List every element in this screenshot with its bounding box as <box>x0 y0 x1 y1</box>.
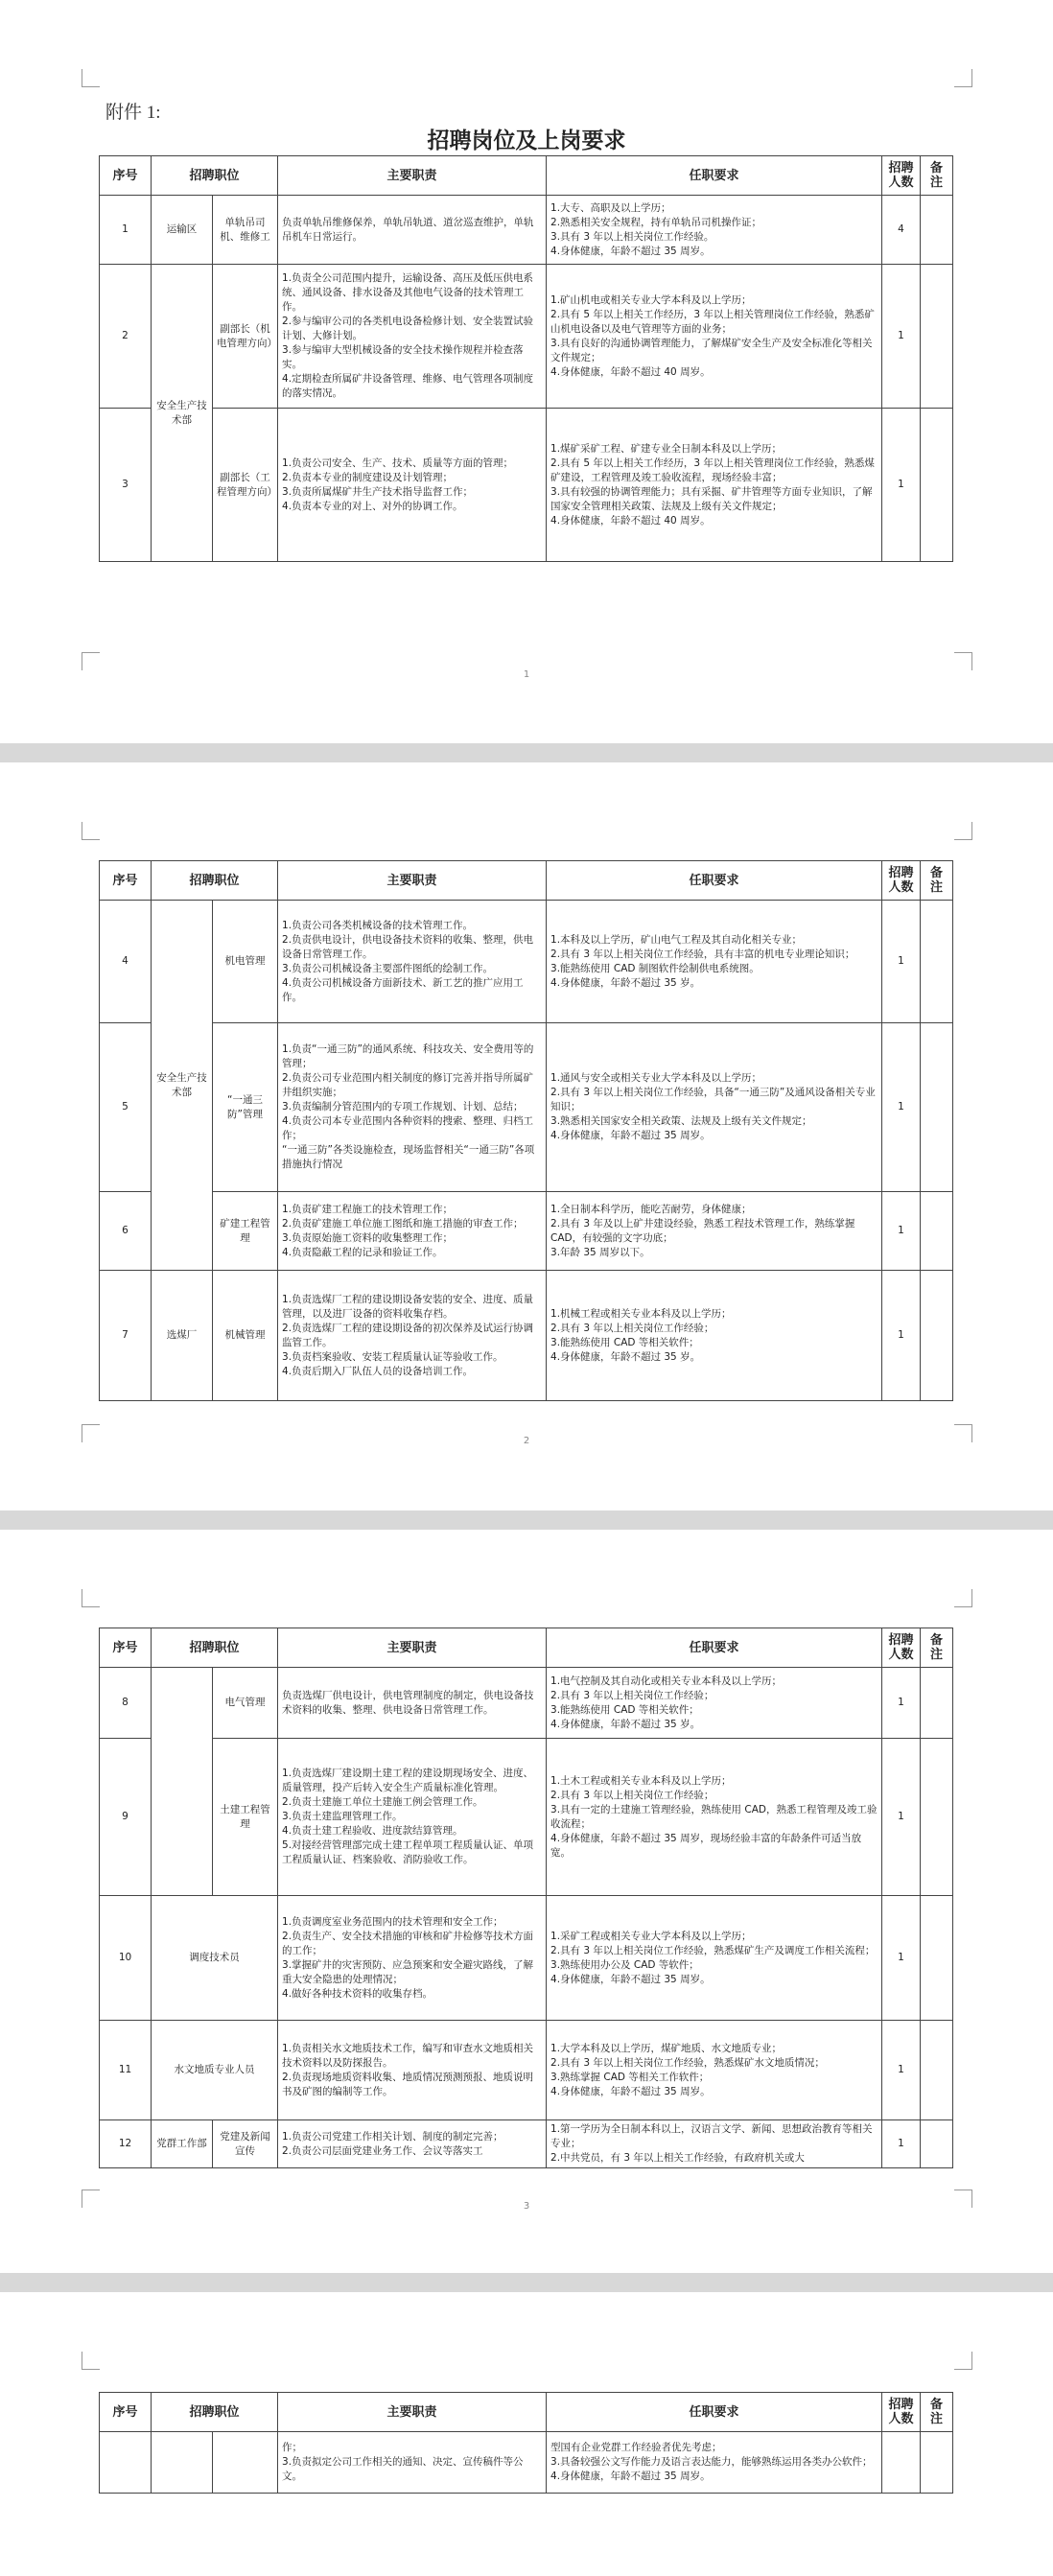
list-line: 3.具备较强公文写作能力及语言表达能力，能够熟练运用各类办公软件； <box>550 2456 873 2468</box>
count-cell: 1 <box>882 1668 921 1739</box>
position-cell: 矿建工程管理 <box>213 1192 278 1271</box>
remarks-cell <box>921 901 953 1023</box>
list-line: 1.土木工程或相关专业本科及以上学历； <box>550 1774 732 1787</box>
position-cell: “一通三防”管理 <box>213 1023 278 1192</box>
attachment-label: 附件 1: <box>105 103 161 123</box>
dept-cell: 安全生产技术部 <box>152 901 213 1271</box>
list-line: 3.具有良好的沟通协调管理能力，了解煤矿安全生产及安全标准化等相关文件规定； <box>550 337 873 363</box>
list-line: 2.负责现场地质资料收集、地质情况预测预报、地质说明书及矿图的编制等工作。 <box>282 2071 534 2097</box>
header-count: 招聘人数 <box>882 861 921 901</box>
list-line: 3.负责编制分管范围内的专项工作规划、计划、总结； <box>282 1101 524 1112</box>
list-line: 4.身体健康，年龄不超过 35 岁。 <box>550 976 701 989</box>
list-line: 3.负责所属煤矿井生产技术指导监督工作； <box>282 485 474 498</box>
list-line: 1.负责公司安全、生产、技术、质量等方面的管理； <box>282 457 514 469</box>
list-line: 1.矿山机电或相关专业大学本科及以上学历； <box>550 293 752 306</box>
count-cell: 1 <box>882 1896 921 2021</box>
table-row <box>100 2432 953 2494</box>
list-line: 1.大学本科及以上学历，煤矿地质、水文地质专业； <box>550 2042 783 2054</box>
remarks-cell <box>921 1739 953 1896</box>
dept-cell: 安全生产技术部 <box>152 265 213 562</box>
list-line: 1.负责矿建工程施工的技术管理工作； <box>282 1203 454 1215</box>
page-1 <box>0 0 1053 743</box>
header-position: 招聘职位 <box>152 1628 278 1668</box>
header-remarks: 备注 <box>921 861 953 901</box>
header-position: 招聘职位 <box>152 2393 278 2432</box>
crop-mark <box>954 2352 972 2370</box>
list-line: 3.负责公司机械设备主要部件图纸的绘制工作。 <box>282 962 494 974</box>
list-line: 4.身体健康，年龄不超过 40 周岁。 <box>550 365 711 378</box>
header-requirements: 任职要求 <box>547 2393 882 2432</box>
list-line: 2.负责本专业的制度建设及计划管理； <box>282 471 454 483</box>
list-line: 2.具有 5 年以上相关工作经历，3 年以上相关管理岗位工作经验，熟悉矿山机电设备以及电气管理等方面的业务； <box>550 308 875 335</box>
requirements-cell <box>547 1739 882 1896</box>
duties-cell <box>278 901 547 1023</box>
duties-cell <box>278 2120 547 2168</box>
list-line: 3.具有较强的协调管理能力；具有采掘、矿井管理等方面专业知识，了解国家安全管理相关政策、法规及上级有关文件规定； <box>550 485 873 512</box>
list-line: 1.本科及以上学历，矿山电气工程及其自动化相关专业； <box>550 933 803 946</box>
list-line: 1.负责公司党建工作相关计划、制度的制定完善； <box>282 2130 503 2143</box>
row-no: 6 <box>100 1192 152 1271</box>
list-line: 4.负责土建工程验收、进度款结算管理。 <box>282 1825 463 1837</box>
list-line: 1.负责选煤厂工程的建设期设备安装的安全、进度、质量管理，以及进厂设备的资料收集存档。 <box>282 1293 534 1320</box>
header-duties: 主要职责 <box>278 156 547 196</box>
requirements-cell <box>547 2432 882 2494</box>
list-line: 2.负责供电设计，供电设备技术资料的收集、整理，供电设备日常管理工作。 <box>282 933 534 960</box>
position-cell: 副部长（机电管理方向） <box>213 265 278 409</box>
list-line: 1.负责“一通三防”的通风系统、科技攻关、安全费用等的管理； <box>282 1043 534 1069</box>
list-line: 2.具有 3 年及以上矿井建设经验，熟悉工程技术管理工作，熟练掌握 CAD，有较强的文字功底； <box>550 1217 855 1244</box>
header-count: 招聘人数 <box>882 156 921 196</box>
table-row <box>100 1668 953 1739</box>
table-row <box>100 2021 953 2120</box>
position-cell: 机电管理 <box>213 901 278 1023</box>
row-no <box>100 2432 152 2494</box>
header-requirements: 任职要求 <box>547 1628 882 1668</box>
table-header <box>100 861 953 901</box>
count-cell: 4 <box>882 196 921 265</box>
row-no: 4 <box>100 901 152 1023</box>
list-line: 3.具有 3 年以上相关岗位工作经验。 <box>550 230 714 243</box>
page-2 <box>0 762 1053 1510</box>
row-no: 1 <box>100 196 152 265</box>
table-row <box>100 1896 953 2021</box>
table-row <box>100 409 953 562</box>
requirements-cell <box>547 1668 882 1739</box>
list-line: 2.负责公司专业范围内相关制度的修订完善并指导所属矿井组织实施； <box>282 1072 534 1098</box>
count-cell: 1 <box>882 2021 921 2120</box>
row-no: 3 <box>100 409 152 562</box>
list-line: 2.具有 3 年以上相关岗位工作经验，熟悉煤矿生产及调度工作相关流程； <box>550 1944 876 1956</box>
count-cell: 1 <box>882 1192 921 1271</box>
table-row <box>100 1023 953 1192</box>
requirements-cell <box>547 2021 882 2120</box>
list-line: 4.身体健康，年龄不超过 35 周岁。 <box>550 245 711 257</box>
dept-cell: 运输区 <box>152 196 213 265</box>
list-line: 2.负责土建施工单位土建施工例会管理工作。 <box>282 1796 483 1808</box>
list-line: 2.具有 3 年以上相关岗位工作经验，具备“一通三防”及通风设备相关专业知识； <box>550 1087 876 1112</box>
duties-cell <box>278 265 547 409</box>
page-number: 3 <box>523 2201 530 2212</box>
header-requirements: 任职要求 <box>547 156 882 196</box>
table-row <box>100 196 953 265</box>
table-header <box>100 2393 953 2432</box>
crop-mark <box>82 822 100 840</box>
header-remarks: 备注 <box>921 1628 953 1668</box>
duties-cell <box>278 1271 547 1401</box>
crop-mark <box>954 69 972 87</box>
count-cell: 1 <box>882 1271 921 1401</box>
list-line: 3.能熟练使用 CAD 等相关软件； <box>550 1336 699 1348</box>
recruitment-table-page-3 <box>99 1628 953 2168</box>
list-line: 4.身体健康，年龄不超过 35 周岁，现场经验丰富的年龄条件可适当放宽。 <box>550 1832 862 1859</box>
position-cell: 水文地质专业人员 <box>152 2021 278 2120</box>
position-cell: 土建工程管理 <box>213 1739 278 1896</box>
remarks-cell <box>921 196 953 265</box>
header-no: 序号 <box>100 2393 152 2432</box>
list-line: 2.具有 3 年以上相关岗位工作经验，熟悉煤矿水文地质情况； <box>550 2056 825 2069</box>
dept-cell <box>152 1668 213 1896</box>
dept-cell <box>152 2432 213 2494</box>
row-no: 2 <box>100 265 152 409</box>
position-cell: 电气管理 <box>213 1668 278 1739</box>
list-line: 3.熟悉相关国家安全相关政策、法规及上级有关文件规定； <box>550 1115 812 1127</box>
position-cell: 机械管理 <box>213 1271 278 1401</box>
list-line: 3.负责拟定公司工作相关的通知、决定、宣传稿件等公文。 <box>282 2456 524 2482</box>
list-line: 2.熟悉相关安全规程，持有单轨吊司机操作证； <box>550 216 762 228</box>
count-cell: 1 <box>882 901 921 1023</box>
duties-cell <box>278 409 547 562</box>
header-no: 序号 <box>100 1628 152 1668</box>
list-line: 1.采矿工程或相关专业大学本科及以上学历； <box>550 1930 752 1942</box>
list-line: 2.负责选煤厂工程的建设期设备的初次保养及试运行协调监管工作。 <box>282 1322 534 1348</box>
list-line: 2.具有 3 年以上相关岗位工作经验； <box>550 1689 714 1701</box>
list-line: 4.定期检查所属矿井设备管理、维修、电气管理各项制度的落实情况。 <box>282 373 534 399</box>
list-line: 1.第一学历为全日制本科以上，汉语言文学、新闻、思想政治教育等相关专业； <box>550 2123 873 2149</box>
position-cell: 副部长（工程管理方向） <box>213 409 278 562</box>
list-line: 2.参与编审公司的各类机电设备检修计划、安全装置试验计划、大修计划。 <box>282 316 534 341</box>
remarks-cell <box>921 1271 953 1401</box>
page-number: 2 <box>523 1436 530 1446</box>
list-line: 3.参与编审大型机械设备的安全技术操作规程并检查落实。 <box>282 344 524 370</box>
remarks-cell <box>921 1896 953 2021</box>
count-cell <box>882 2432 921 2494</box>
header-remarks: 备注 <box>921 2393 953 2432</box>
duties-cell <box>278 1023 547 1192</box>
table-row <box>100 2120 953 2168</box>
requirements-cell <box>547 2120 882 2168</box>
position-cell: 单轨吊司机、维修工 <box>213 196 278 265</box>
header-duties: 主要职责 <box>278 1628 547 1668</box>
dept-cell: 党群工作部 <box>152 2120 213 2168</box>
count-cell: 1 <box>882 1739 921 1896</box>
table-row <box>100 1271 953 1401</box>
list-line: 1.通风与安全或相关专业大学本科及以上学历； <box>550 1072 762 1084</box>
requirements-cell <box>547 1023 882 1192</box>
recruitment-table-page-1 <box>99 155 953 562</box>
list-line: 5.对接经营管理部完成土建工程单项工程质量认证、单项工程质量认证、档案验收、消防验收工作。 <box>282 1839 534 1865</box>
row-no: 5 <box>100 1023 152 1192</box>
list-line: 4.负责公司机械设备方面新技术、新工艺的推广应用工作。 <box>282 976 524 1003</box>
crop-mark <box>954 652 972 670</box>
position-cell: 调度技术员 <box>152 1896 278 2021</box>
page-4 <box>0 2292 1053 2576</box>
list-line: 1.负责相关水文地质技术工作，编写和审查水文地质相关技术资料以及防探报告。 <box>282 2042 534 2069</box>
table-row <box>100 1739 953 1896</box>
remarks-cell <box>921 409 953 562</box>
list-line: 2.负责生产、安全技术措施的审核和矿井检修等技术方面的工作； <box>282 1930 534 1956</box>
list-line: 作； <box>282 2442 303 2453</box>
remarks-cell <box>921 265 953 409</box>
list-line: 4.负责隐蔽工程的记录和验证工作。 <box>282 1246 443 1258</box>
row-no: 11 <box>100 2021 152 2120</box>
list-line: 3.负责档案验收、安装工程质量认证等验收工作。 <box>282 1350 503 1363</box>
list-line: 2.负责公司层面党建业务工作、会议等落实工 <box>282 2144 483 2157</box>
list-line: 4.身体健康，年龄不超过 35 周岁。 <box>550 2085 711 2097</box>
duties-cell <box>278 1192 547 1271</box>
list-line: 1.负责公司各类机械设备的技术管理工作。 <box>282 919 474 931</box>
row-no: 10 <box>100 1896 152 2021</box>
list-line: 负责选煤厂供电设计，供电管理制度的制定，供电设备技术资料的收集、整理、供电设备日常管理工作。 <box>282 1689 534 1716</box>
header-count: 招聘人数 <box>882 2393 921 2432</box>
header-remarks: 备注 <box>921 156 953 196</box>
list-line: 4.负责公司本专业范围内各种资料的搜索、整理、归档工作； <box>282 1115 534 1141</box>
list-line: 3.负责土建监理管理工作。 <box>282 1811 403 1822</box>
remarks-cell <box>921 1023 953 1192</box>
list-line: 4.身体健康，年龄不超过 35 周岁。 <box>550 1130 711 1141</box>
list-line: 3.熟练使用办公及 CAD 等软件； <box>550 1958 699 1971</box>
crop-mark <box>954 1589 972 1607</box>
row-no: 12 <box>100 2120 152 2168</box>
count-cell: 1 <box>882 1023 921 1192</box>
list-line: 1.负责选煤厂建设期土建工程的建设期现场安全、进度、质量管理，投产后转入安全生产质量标准化管理。 <box>282 1768 534 1793</box>
table-header <box>100 1628 953 1668</box>
header-no: 序号 <box>100 861 152 901</box>
recruitment-table-page-2 <box>99 860 953 1401</box>
requirements-cell <box>547 265 882 409</box>
position-cell <box>213 2432 278 2494</box>
requirements-cell <box>547 1192 882 1271</box>
list-line: 4.身体健康，年龄不超过 35 周岁。 <box>550 2471 711 2482</box>
list-line: 4.身体健康，年龄不超过 35 岁。 <box>550 1718 701 1730</box>
list-line: 3.熟练掌握 CAD 等相关工作软件； <box>550 2071 710 2083</box>
list-line: 4.身体健康，年龄不超过 35 岁。 <box>550 1350 701 1363</box>
list-line: 1.电气控制及其自动化或相关专业本科及以上学历； <box>550 1674 783 1687</box>
header-duties: 主要职责 <box>278 861 547 901</box>
count-cell: 1 <box>882 265 921 409</box>
table-row <box>100 1192 953 1271</box>
list-line: 4.做好各种技术资料的收集存档。 <box>282 1987 433 2000</box>
list-line: 2.具有 5 年以上相关工作经历，3 年以上相关管理岗位工作经验，熟悉煤矿建设，工程管理及竣工验收流程，现场经验丰富； <box>550 457 875 483</box>
dept-cell: 选煤厂 <box>152 1271 213 1401</box>
row-no: 7 <box>100 1271 152 1401</box>
page-title: 招聘岗位及上岗要求 <box>427 129 626 152</box>
duties-cell <box>278 196 547 265</box>
requirements-cell <box>547 901 882 1023</box>
list-line: 1.负责调度室业务范围内的技术管理和安全工作； <box>282 1915 503 1928</box>
duties-cell <box>278 1668 547 1739</box>
list-line: 4.身体健康，年龄不超过 40 周岁。 <box>550 514 711 527</box>
list-line: 2.具有 3 年以上相关岗位工作经验； <box>550 1322 714 1334</box>
requirements-cell <box>547 409 882 562</box>
crop-mark <box>82 1589 100 1607</box>
list-line: 3.负责原始施工资料的收集整理工作； <box>282 1231 454 1244</box>
remarks-cell <box>921 2021 953 2120</box>
duties-cell <box>278 2021 547 2120</box>
list-line: 负责单轨吊维修保养，单轨吊轨道、道岔巡查维护，单轨吊机车日常运行。 <box>282 216 534 243</box>
count-cell: 1 <box>882 2120 921 2168</box>
list-line: 3.能熟练使用 CAD 等相关软件； <box>550 1703 699 1716</box>
list-line: “一通三防”各类设施检查，现场监督相关“一通三防”各项措施执行情况 <box>282 1144 535 1170</box>
header-duties: 主要职责 <box>278 2393 547 2432</box>
crop-mark <box>82 69 100 87</box>
list-line: 4.负责本专业的对上、对外的协调工作。 <box>282 500 463 512</box>
list-line: 4.负责后期入厂队伍人员的设备培训工作。 <box>282 1365 474 1377</box>
list-line: 2.具有 3 年以上相关岗位工作经验； <box>550 1789 714 1801</box>
list-line: 2.负责矿建施工单位施工图纸和施工措施的审查工作； <box>282 1217 524 1229</box>
table-row <box>100 901 953 1023</box>
list-line: 1.负责全公司范围内提升，运输设备、高压及低压供电系统、通风设备、排水设备及其他电气设备的技术管理工作。 <box>282 272 534 313</box>
list-line: 1.煤矿采矿工程、矿建专业全日制本科及以上学历； <box>550 442 783 455</box>
requirements-cell <box>547 1896 882 2021</box>
header-count: 招聘人数 <box>882 1628 921 1668</box>
duties-cell <box>278 2432 547 2494</box>
list-line: 2.中共党员，有 3 年以上相关工作经验，有政府机关或大 <box>550 2152 805 2164</box>
list-line: 3.年龄 35 周岁以下。 <box>550 1246 650 1258</box>
header-requirements: 任职要求 <box>547 861 882 901</box>
duties-cell <box>278 1739 547 1896</box>
list-line: 1.全日制本科学历，能吃苦耐劳，身体健康； <box>550 1203 752 1215</box>
crop-mark <box>954 822 972 840</box>
remarks-cell <box>921 1668 953 1739</box>
list-line: 1.机械工程或相关专业本科及以上学历； <box>550 1307 732 1320</box>
remarks-cell <box>921 2432 953 2494</box>
crop-mark <box>82 652 100 670</box>
list-line: 3.掌握矿井的灾害预防、应急预案和安全避灾路线，了解重大安全隐患的处理情况； <box>282 1958 534 1985</box>
requirements-cell <box>547 196 882 265</box>
list-line: 3.具有一定的土建施工管理经验，熟练使用 CAD，熟悉工程管理及竣工验收流程； <box>550 1803 878 1830</box>
position-cell: 党建及新闻宣传 <box>213 2120 278 2168</box>
list-line: 4.身体健康，年龄不超过 35 周岁。 <box>550 1973 711 1985</box>
remarks-cell <box>921 2120 953 2168</box>
list-line: 2.具有 3 年以上相关岗位工作经验，具有丰富的机电专业理论知识； <box>550 948 855 960</box>
row-no: 9 <box>100 1739 152 1896</box>
list-line: 型国有企业党群工作经验者优先考虑； <box>550 2442 722 2453</box>
duties-cell <box>278 1896 547 2021</box>
recruitment-table-page-4 <box>99 2392 953 2494</box>
header-position: 招聘职位 <box>152 156 278 196</box>
table-row <box>100 265 953 409</box>
requirements-cell <box>547 1271 882 1401</box>
row-no: 8 <box>100 1668 152 1739</box>
header-position: 招聘职位 <box>152 861 278 901</box>
page-number: 1 <box>523 669 530 680</box>
header-no: 序号 <box>100 156 152 196</box>
table-header <box>100 156 953 196</box>
count-cell: 1 <box>882 409 921 562</box>
page-3 <box>0 1530 1053 2273</box>
list-line: 3.能熟练使用 CAD 制图软件绘制供电系统图。 <box>550 962 760 974</box>
list-line: 1.大专、高职及以上学历； <box>550 201 671 214</box>
crop-mark <box>82 2352 100 2370</box>
remarks-cell <box>921 1192 953 1271</box>
